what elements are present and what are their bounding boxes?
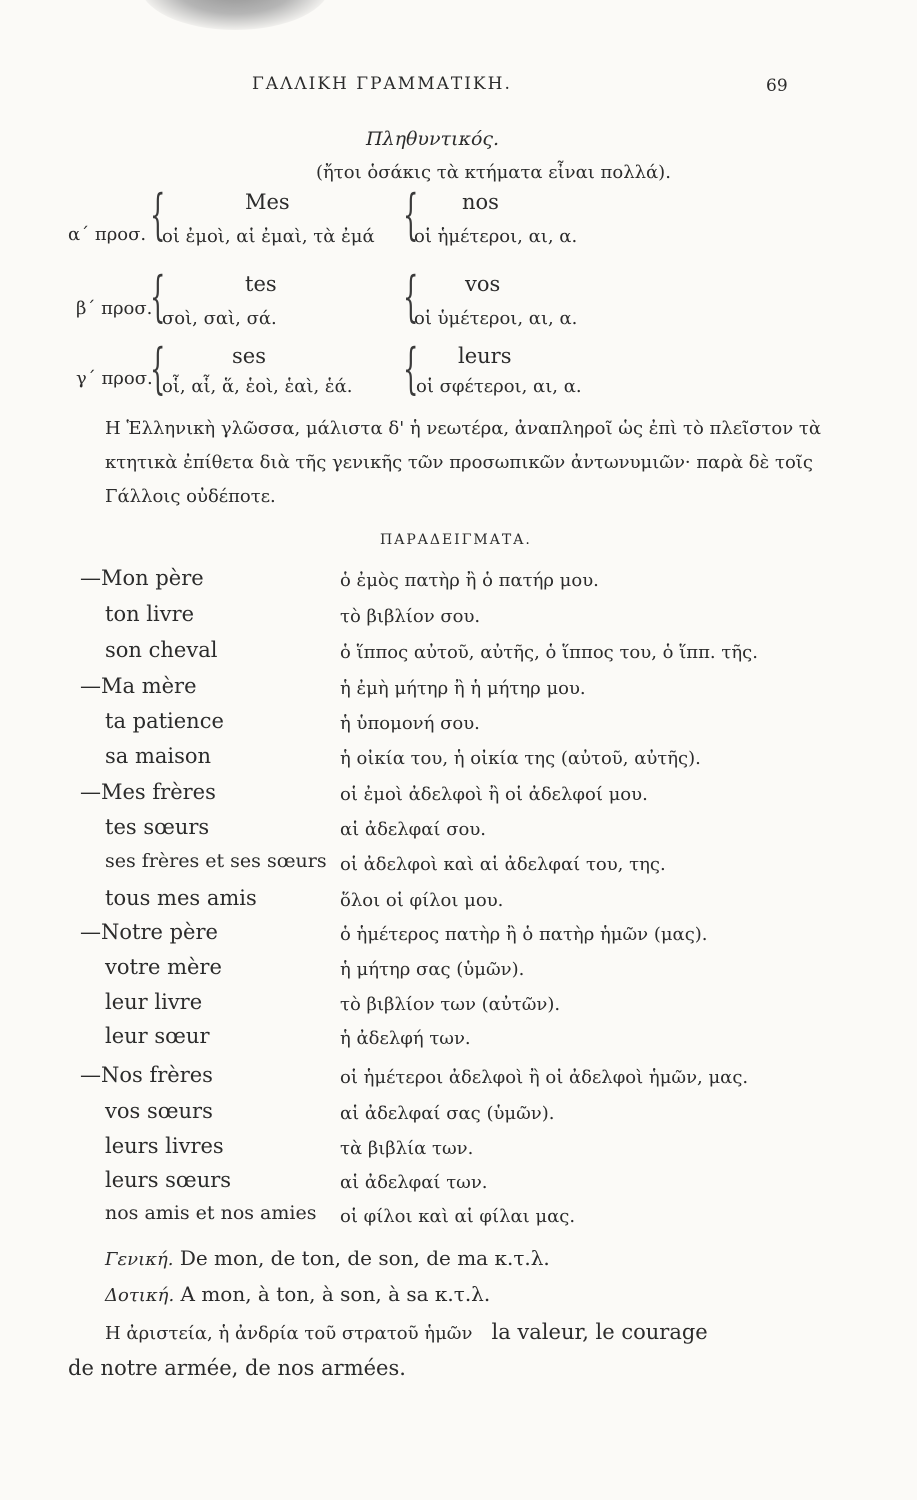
closing-line-2: de notre armée, de nos armées.	[68, 1356, 406, 1380]
example-gr: ὁ ἡμέτερος πατὴρ ἢ ὁ πατὴρ ἡμῶν (μας).	[340, 924, 708, 945]
ink-blot	[140, 0, 330, 30]
person-fr-left: tes	[245, 272, 277, 296]
person-label: γ΄ προσ.	[76, 368, 153, 389]
example-fr: vos sœurs	[105, 1099, 213, 1123]
person-fr-left: Mes	[245, 190, 290, 214]
example-gr: ἡ ὑπομονή σου.	[340, 713, 480, 734]
example-fr: —Notre père	[80, 920, 218, 944]
example-fr: —Mes frères	[80, 780, 216, 804]
example-fr: nos amis et nos amies	[105, 1202, 317, 1224]
person-fr-right: leurs	[458, 344, 512, 368]
example-gr: ἡ ἀδελφή των.	[340, 1028, 471, 1049]
genitive-label: Γενική.	[105, 1249, 174, 1270]
example-fr: leurs livres	[105, 1134, 224, 1158]
example-fr: sa maison	[105, 744, 212, 768]
person-fr-right: nos	[462, 190, 499, 214]
closing-fr: la valeur, le courage	[491, 1320, 708, 1344]
brace: {	[403, 265, 419, 328]
example-fr: tous mes amis	[105, 886, 257, 910]
person-gr-left: οἱ ἐμοὶ, αἱ ἐμαὶ, τὰ ἐμά	[162, 226, 375, 247]
person-gr-right: οἱ σφέτεροι, αι, α.	[416, 376, 582, 397]
brace: {	[403, 337, 419, 400]
example-gr: τὸ βιβλίον σου.	[340, 606, 481, 627]
person-label: β΄ προσ.	[76, 298, 153, 319]
example-fr: ta patience	[105, 709, 224, 733]
person-gr-left: σοὶ, σαὶ, σά.	[162, 308, 277, 329]
brace: {	[150, 265, 166, 328]
example-gr: ἡ ἐμὴ μήτηρ ἢ ἡ μήτηρ μου.	[340, 678, 586, 699]
example-fr: votre mère	[105, 955, 222, 979]
dative-text: A mon, à ton, à son, à sa κ.τ.λ.	[180, 1282, 491, 1306]
example-fr: tes sœurs	[105, 815, 210, 839]
example-fr: —Mon père	[80, 566, 204, 590]
running-header: ΓΑΛΛΙΚΗ ΓΡΑΜΜΑΤΙΚΗ.	[252, 74, 512, 94]
example-gr: ὅλοι οἱ φίλοι μου.	[340, 890, 504, 911]
example-gr: οἱ ἀδελφοὶ καὶ αἱ ἀδελφαί του, της.	[340, 854, 666, 875]
example-fr: —Ma mère	[80, 674, 197, 698]
example-gr: αἱ ἀδελφαί των.	[340, 1172, 488, 1193]
example-fr: leurs sœurs	[105, 1168, 232, 1192]
genitive-line	[105, 1246, 550, 1270]
subtitle: Πληθυντικός.	[366, 128, 500, 150]
example-gr: ἡ οἰκία του, ἡ οἰκία της (αὐτοῦ, αὐτῆς).	[340, 748, 701, 769]
example-gr: οἱ ἡμέτεροι ἀδελφοὶ ἢ οἱ ἀδελφοὶ ἡμῶν, μας.	[340, 1067, 749, 1088]
example-fr: leur livre	[105, 990, 203, 1014]
example-fr: son cheval	[105, 638, 218, 662]
example-gr: τὰ βιβλία των.	[340, 1138, 474, 1159]
section-title: ΠΑΡΑΔΕΙΓΜΑΤΑ.	[380, 532, 532, 548]
dative-label: Δοτική.	[105, 1285, 175, 1306]
dative-line	[105, 1282, 490, 1306]
example-gr: οἱ φίλοι καὶ αἱ φίλαι μας.	[340, 1206, 576, 1227]
example-gr: ἡ μήτηρ σας (ὑμῶν).	[340, 959, 525, 980]
brace: {	[150, 337, 166, 400]
page-number: 69	[766, 76, 788, 96]
example-gr: ὁ ἵππος αὐτοῦ, αὐτῆς, ὁ ἵππος του, ὁ ἵππ. τῆς.	[340, 642, 758, 663]
example-gr: ὁ ἐμὸς πατὴρ ἢ ὁ πατήρ μου.	[340, 570, 599, 591]
person-gr-right: οἱ ἡμέτεροι, αι, α.	[414, 226, 578, 247]
person-gr-left: οἷ, αἷ, ἅ, ἑοὶ, ἑαὶ, ἑά.	[162, 376, 353, 397]
genitive-text: De mon, de ton, de son, de ma κ.τ.λ.	[179, 1246, 550, 1270]
closing-gr: Η ἀριστεία, ἡ ἀνδρία τοῦ στρατοῦ ἡμῶν	[105, 1323, 473, 1344]
example-fr: leur sœur	[105, 1024, 210, 1048]
example-fr: ton livre	[105, 602, 195, 626]
example-fr: ses frères et ses sœurs	[105, 850, 327, 872]
note: (ἤτοι ὁσάκις τὰ κτήματα εἶναι πολλά).	[316, 162, 671, 183]
person-fr-right: vos	[465, 272, 501, 296]
person-fr-left: ses	[232, 344, 266, 368]
example-gr: αἱ ἀδελφαί σου.	[340, 819, 486, 840]
brace: {	[150, 183, 166, 246]
closing-line-1	[105, 1320, 708, 1344]
person-gr-right: οἱ ὑμέτεροι, αι, α.	[414, 308, 578, 329]
example-fr: —Nos frères	[80, 1063, 213, 1087]
example-gr: οἱ ἐμοὶ ἀδελφοὶ ἢ οἱ ἀδελφοί μου.	[340, 784, 648, 805]
example-gr: αἱ ἀδελφαί σας (ὑμῶν).	[340, 1103, 555, 1124]
person-label: α΄ προσ.	[68, 224, 147, 245]
body-paragraph: Η Ἑλληνικὴ γλῶσσα, μάλιστα δ' ἡ νεωτέρα, ἀναπληροῖ ὡς ἐπὶ τὸ πλεῖστον τὰ κτητικὰ ἐπίθετα διὰ τῆς γενικῆς τῶν προσωπικῶν ἀντωνυμιῶν· παρὰ δὲ τοῖς Γάλλοις οὐδέποτε.	[105, 418, 822, 507]
brace: {	[403, 183, 419, 246]
example-gr: τὸ βιβλίον των (αὐτῶν).	[340, 994, 561, 1015]
